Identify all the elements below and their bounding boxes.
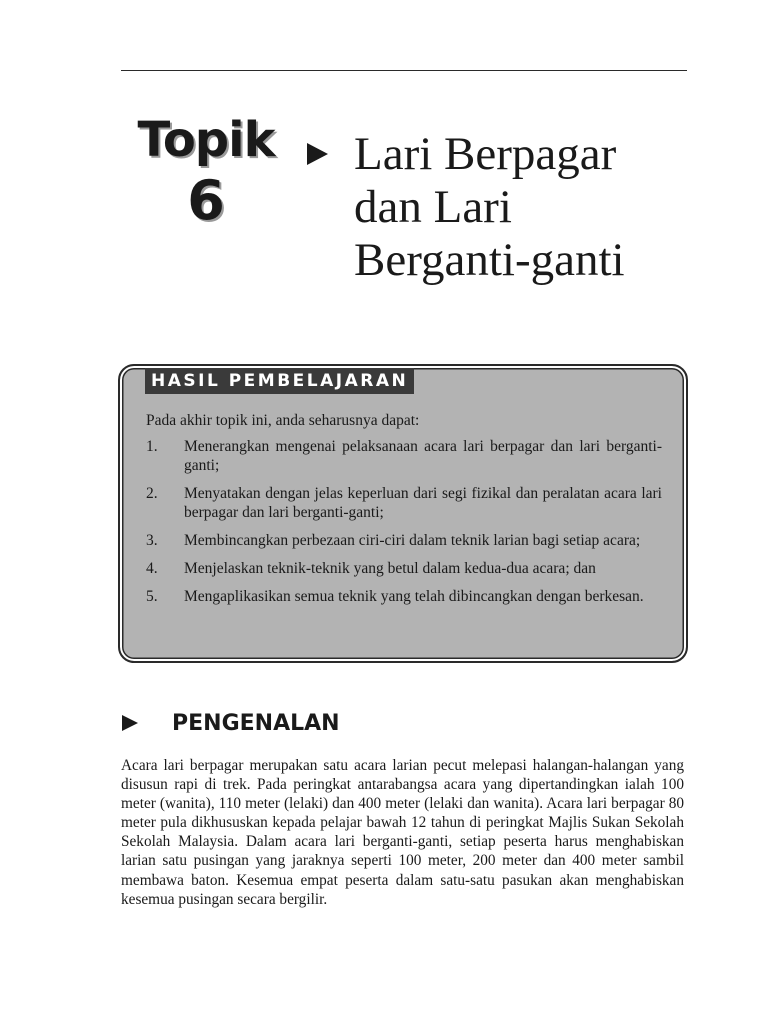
chapter-title-line: Berganti-ganti <box>354 234 625 286</box>
top-divider <box>121 70 687 71</box>
learning-outcomes-label: HASIL PEMBELAJARAN <box>145 368 414 394</box>
triangle-right-icon <box>307 143 328 165</box>
chapter-title-line: dan Lari <box>354 181 512 233</box>
list-item <box>146 559 662 578</box>
list-item-number: 5. <box>146 588 158 605</box>
topic-label <box>121 110 291 232</box>
list-item-number: 1. <box>146 438 158 455</box>
list-item <box>146 484 662 522</box>
list-item <box>146 437 662 475</box>
list-item <box>146 531 662 550</box>
list-item-text: Menjelaskan teknik-teknik yang betul dalam kedua-dua acara; dan <box>184 560 596 577</box>
chapter-title <box>354 128 714 287</box>
chapter-title-line: Lari Berpagar <box>354 128 617 180</box>
list-item-number: 3. <box>146 532 158 549</box>
list-item-text: Menerangkan mengenai pelaksanaan acara lari berpagar dan lari berganti-ganti; <box>184 438 662 474</box>
section-heading: PENGENALAN <box>172 711 340 736</box>
list-item-text: Membincangkan perbezaan ciri-ciri dalam teknik larian bagi setiap acara; <box>184 532 641 549</box>
learning-outcomes-list <box>146 437 662 615</box>
list-item-text: Menyatakan dengan jelas keperluan dari segi fizikal dan peralatan acara lari berpagar dan lari berganti-ganti; <box>184 485 662 521</box>
list-item-number: 2. <box>146 485 158 502</box>
triangle-right-icon <box>122 715 138 731</box>
learning-outcomes-intro: Pada akhir topik ini, anda seharusnya dapat: <box>146 412 420 429</box>
topic-word: Topik <box>137 112 275 168</box>
list-item-text: Mengaplikasikan semua teknik yang telah dibincangkan dengan berkesan. <box>184 588 644 605</box>
introduction-paragraph: Acara lari berpagar merupakan satu acara larian pecut melepasi halangan-halangan yang disusun rapi di trek. Pada peringkat antarabangsa acara yang dipertandingkan ialah 100 meter (wanita), 110 meter (lelaki) dan 400 meter (lelaki dan wanita). Acara lari berpagar 80 meter pula dikhususkan kepada pelajar bawah 12 tahun di peringkat Majlis Sukan Sekolah Sekolah Malaysia. Dalam acara lari berganti-ganti, setiap peserta harus menghabiskan larian satu pusingan yang jaraknya seperti 100 meter, 200 meter dan 400 meter sambil membawa baton. Kesemua empat peserta dalam satu-satu pasukan akan menghabiskan kesemua pusingan secara bergilir. <box>121 757 684 908</box>
list-item-number: 4. <box>146 560 158 577</box>
list-item <box>146 587 662 606</box>
topic-number: 6 <box>187 169 225 232</box>
